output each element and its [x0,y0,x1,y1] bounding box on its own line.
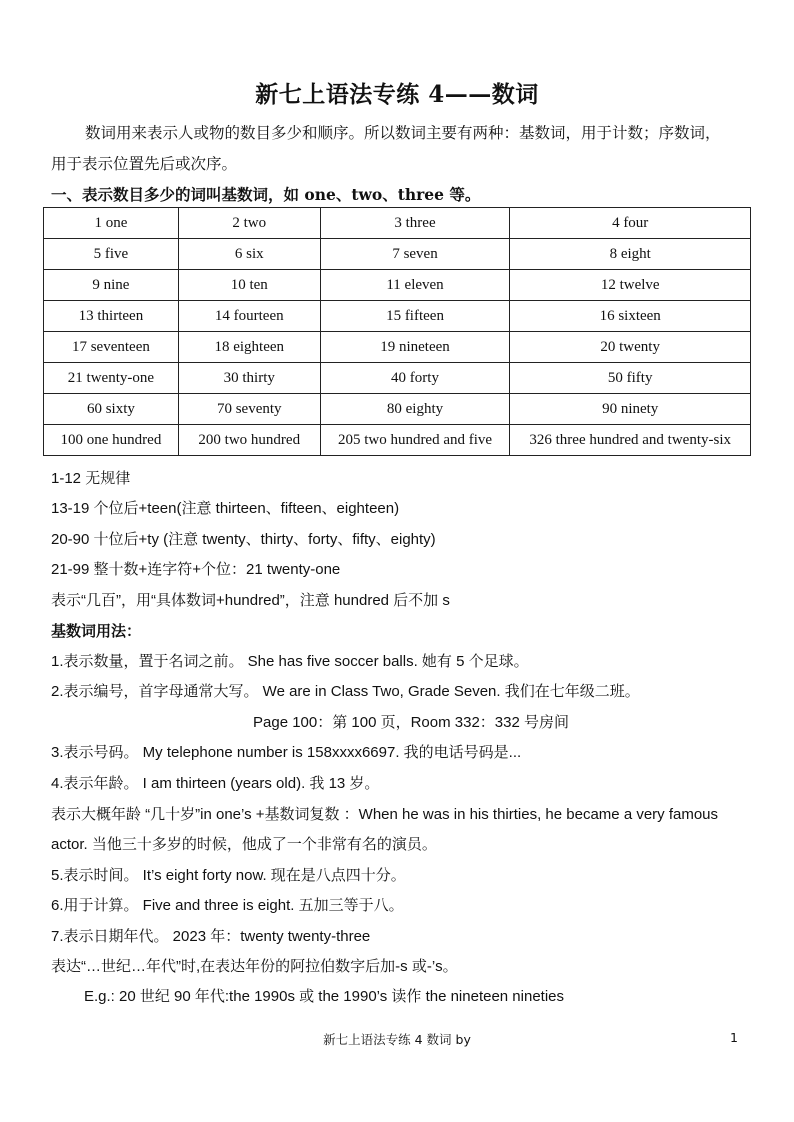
usage-item-4-approx-age: 表示大概年龄 “几十岁”in one’s +基数词复数 ：When he was in his thirties, he became a very famous [51,806,719,823]
intro-line-1: 数词用来表示人或物的数目多少和顺序。所以数词主要有两种：基数词，用于计数；序数词， [85,124,721,142]
table-cell: 19 nineteen [320,332,510,363]
table-cell: 80 eighty [320,394,510,425]
table-row [44,239,751,270]
table-row [44,208,751,239]
table-cell: 17 seventeen [44,332,179,363]
rule-line: 1-12 无规律 [51,470,131,487]
table-cell: 60 sixty [44,394,179,425]
table-cell: 16 sixteen [510,301,751,332]
table-cell: 90 ninety [510,394,751,425]
usage-item-4-translation: actor. 当他三十多岁的时候，他成了一个非常有名的演员。 [51,836,437,853]
usage-item-7-example: E.g.: 20 世纪 90 年代:the 1990s 或 the 1990’s 读作 the nineteen nineties [84,988,565,1005]
table-cell: 12 twelve [510,270,751,301]
table-cell: 14 fourteen [178,301,320,332]
table-row [44,332,751,363]
table-cell: 5 five [44,239,179,270]
usage-item-6: 6.用于计算。 Five and three is eight. 五加三等于八。 [51,897,404,914]
table-cell: 8 eight [510,239,751,270]
table-body [44,208,751,456]
page-footer: 新七上语法专练 4 数词 by [323,1032,471,1047]
table-cell: 18 eighteen [178,332,320,363]
table-cell: 20 twenty [510,332,751,363]
page-number: 1 [730,1030,738,1045]
table-cell: 40 forty [320,363,510,394]
table-cell: 2 two [178,208,320,239]
usage-item-1: 1.表示数量，置于名词之前。 She has five soccer balls. 她有 5 个足球。 [51,653,529,670]
table-cell: 10 ten [178,270,320,301]
table-cell: 6 six [178,239,320,270]
rule-line: 13-19 个位后+teen(注意 thirteen、fifteen、eighteen) [51,500,400,517]
usage-item-5: 5.表示时间。 It’s eight forty now. 现在是八点四十分。 [51,867,406,884]
usage-item-2-example: Page 100：第 100 页，Room 332：332 号房间 [253,714,569,731]
intro-line-2: 用于表示位置先后或次序。 [51,155,238,173]
page-title: 新七上语法专练 4——数词 [255,81,539,108]
rule-line: 21-99 整十数+连字符+个位：21 twenty-one [51,561,341,578]
table-cell: 70 seventy [178,394,320,425]
table-cell: 9 nine [44,270,179,301]
table-cell: 326 three hundred and twenty-six [510,425,751,456]
table-cell: 15 fifteen [320,301,510,332]
table-row [44,301,751,332]
usage-item-7: 7.表示日期年代。 2023 年：twenty twenty-three [51,928,371,945]
usage-item-4: 4.表示年龄。 I am thirteen (years old). 我 13 岁。 [51,775,380,792]
table-cell: 50 fifty [510,363,751,394]
table-row [44,270,751,301]
table-cell: 1 one [44,208,179,239]
usage-item-7-decades: 表达“…世纪…年代”时,在表达年份的阿拉伯数字后加-s 或-’s。 [51,958,458,975]
table-cell: 200 two hundred [178,425,320,456]
table-row [44,394,751,425]
table-cell: 3 three [320,208,510,239]
rule-line: 表示“几百”，用“具体数词+hundred”，注意 hundred 后不加 s [51,592,450,609]
usage-item-3: 3.表示号码。 My telephone number is 158xxxx6697. 我的电话号码是... [51,744,522,761]
table-row [44,425,751,456]
table-cell: 21 twenty-one [44,363,179,394]
table-cell: 30 thirty [178,363,320,394]
rule-line: 20-90 十位后+ty (注意 twenty、thirty、forty、fifty、eighty) [51,531,436,548]
table-cell: 205 two hundred and five [320,425,510,456]
usage-item-2: 2.表示编号，首字母通常大写。 We are in Class Two, Grade Seven. 我们在七年级二班。 [51,683,640,700]
usage-heading: 基数词用法： [51,622,142,640]
section-heading-cardinal: 一、表示数目多少的词叫基数词，如 one、two、three 等。 [51,185,481,204]
cardinal-number-table [43,207,751,456]
intro-paragraph [51,118,751,180]
table-cell: 100 one hundred [44,425,179,456]
table-cell: 7 seven [320,239,510,270]
table-cell: 11 eleven [320,270,510,301]
table-cell: 13 thirteen [44,301,179,332]
table-cell: 4 four [510,208,751,239]
table-row [44,363,751,394]
